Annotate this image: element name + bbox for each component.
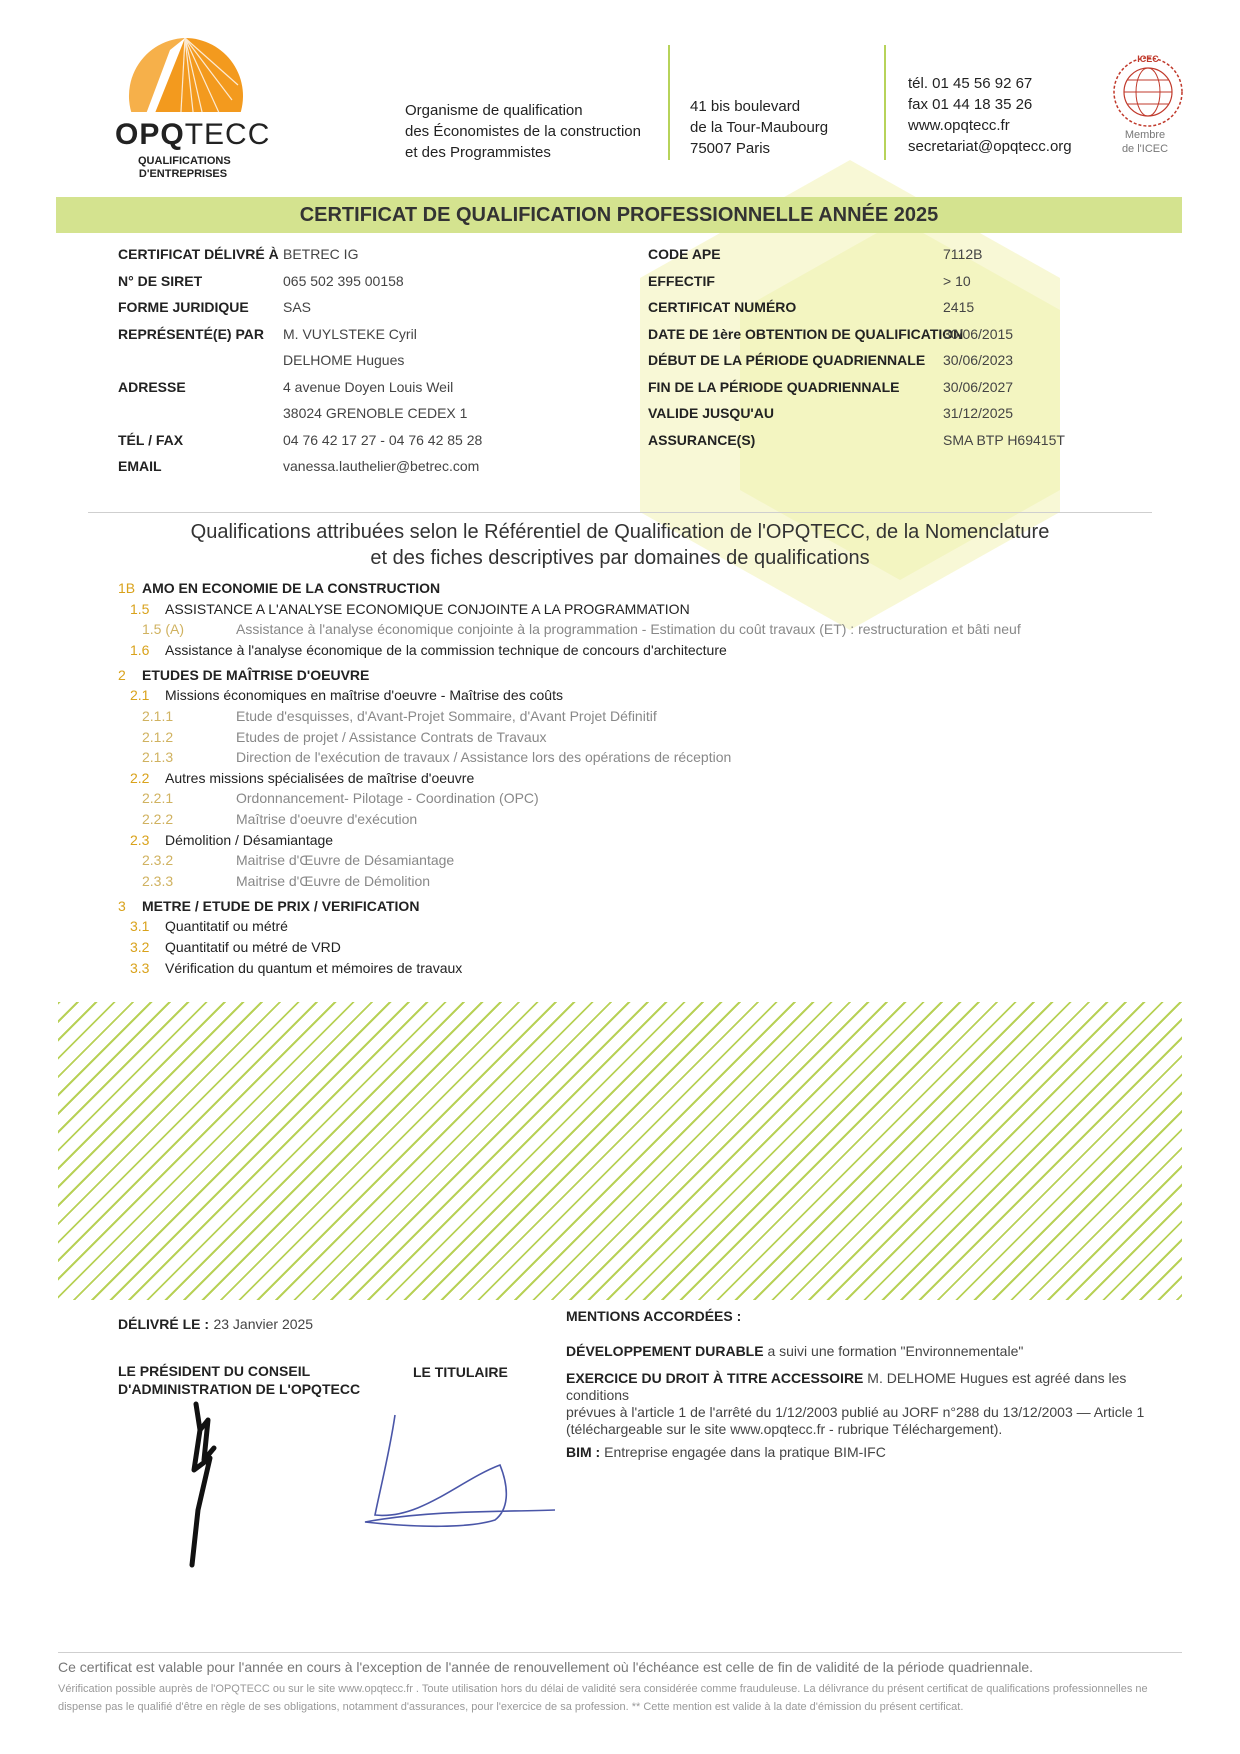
- info-label: ADRESSE: [118, 378, 186, 395]
- organisation-description: Organisme de qualification des Économistes de la construction et des Programmistes: [405, 102, 641, 161]
- info-value: vanessa.lauthelier@betrec.com: [283, 458, 480, 474]
- mention-developpement-durable: DÉVELOPPEMENT DURABLE a suivi une formation "Environnementale": [566, 1343, 1024, 1359]
- info-value: DELHOME Hugues: [283, 352, 405, 368]
- info-value: 38024 GRENOBLE CEDEX 1: [283, 405, 468, 421]
- info-label: DATE DE 1ère OBTENTION DE QUALIFICATION: [648, 325, 964, 342]
- qualification-number: 3.3: [130, 959, 150, 976]
- qualification-label: Quantitatif ou métré de VRD: [165, 939, 341, 955]
- qualification-number: 3.1: [130, 918, 150, 935]
- fax-number: fax 01 44 18 35 26: [908, 96, 1033, 113]
- qualification-number: 2.2.1: [142, 790, 174, 807]
- section-divider: [88, 512, 1152, 513]
- logo-wordmark: OPQTECC: [115, 118, 271, 151]
- info-label: FORME JURIDIQUE: [118, 299, 249, 315]
- president-signature-icon: [170, 1400, 240, 1570]
- qualification-label: AMO EN ECONOMIE DE LA CONSTRUCTION: [142, 580, 441, 596]
- info-label: TÉL / FAX: [118, 431, 184, 448]
- qualifications-heading: Qualifications attribuées selon le Référentiel de Qualification de l'OPQTECC, de la Nomenclature et des fiches descriptives par domaines de qualifications: [190, 521, 1050, 569]
- footer-divider: [58, 1652, 1182, 1653]
- qualification-number: 2: [118, 666, 126, 683]
- mentions-heading: MENTIONS ACCORDÉES :: [566, 1308, 742, 1324]
- info-label: FIN DE LA PÉRIODE QUADRIENNALE: [648, 378, 900, 395]
- qualification-number: 2.3.3: [142, 872, 174, 889]
- qualification-number: 1.6: [130, 641, 150, 658]
- footer-legal-note: Vérification possible auprès de l'OPQTECC ou sur le site www.opqtecc.fr . Toute utilisation hors du délai de validité sera considérée comme frauduleuse. La délivrance du présent certificat de qualifications professionnelles ne dispense pas le qualifié d'être en règle de ses obligations, notamment d'assurances, pour l'exercice de sa profession. ** Cette mention est valide à la date d'émission du présent certificat.: [58, 1683, 1148, 1713]
- mention-bim: BIM : Entreprise engagée dans la pratique BIM-IFC: [566, 1444, 886, 1460]
- info-value: SMA BTP H69415T: [943, 431, 1065, 448]
- qualification-label: METRE / ETUDE DE PRIX / VERIFICATION: [142, 897, 420, 914]
- info-label: CERTIFICAT NUMÉRO: [648, 299, 797, 315]
- info-value: 30/06/2015: [943, 325, 1014, 342]
- mentions-list: [566, 1343, 1176, 1461]
- hatched-unused-area: [58, 1002, 1182, 1300]
- email-link[interactable]: secretariat@opqtecc.org: [908, 138, 1072, 155]
- info-value: 04 76 42 17 27 - 04 76 42 85 28: [283, 431, 483, 448]
- footer-validity-note: Ce certificat est valable pour l'année en cours à l'exception de l'année de renouvellement où l'échéance est celle de fin de validité de la période quadriennale.: [58, 1659, 1033, 1675]
- info-value: SAS: [283, 299, 312, 315]
- qualification-label: Ordonnancement- Pilotage - Coordination (OPC): [236, 790, 539, 807]
- phone-number: tél. 01 45 56 92 67: [908, 75, 1033, 92]
- qualification-label: Autres missions spécialisées de maîtrise d'oeuvre: [165, 769, 475, 786]
- info-value: M. VUYLSTEKE Cyril: [283, 325, 417, 342]
- qualification-number: 1.5 (A): [142, 621, 185, 638]
- qualification-number: 2.2.2: [142, 811, 174, 827]
- info-label: CODE APE: [648, 246, 721, 262]
- qualification-label: Assistance à l'analyse économique conjointe à la programmation - Estimation du coût travaux (ET) : restructuration et bâti neuf: [236, 621, 1021, 638]
- icec-caption: Membre de l'ICEC: [1121, 129, 1169, 155]
- info-value: 31/12/2025: [943, 405, 1014, 421]
- info-value: BETREC IG: [283, 246, 359, 262]
- info-label: N° DE SIRET: [118, 272, 203, 289]
- qualification-label: Maitrise d'Œuvre de Démolition: [236, 872, 431, 889]
- qualification-number: 2.1.2: [142, 728, 174, 745]
- delivery-date: DÉLIVRÉ LE : 23 Janvier 2025: [118, 1316, 314, 1332]
- qualification-label: ASSISTANCE A L'ANALYSE ECONOMIQUE CONJOINTE A LA PROGRAMMATION: [165, 600, 690, 617]
- qualification-number: 2.1.1: [142, 708, 174, 724]
- qualification-label: Etude d'esquisses, d'Avant-Projet Sommaire, d'Avant Projet Définitif: [236, 708, 657, 724]
- info-label: REPRÉSENTÉ(E) PAR: [118, 325, 264, 342]
- mention-exercice-droit: EXERCICE DU DROIT À TITRE ACCESSOIRE M. DELHOME Hugues est agréé dans les conditions prévues à l'article 1 de l'arrêté du 1/12/2003 publié au JORF n°288 du 13/12/2003 — Article 1 (téléchargeable sur le site www.opqtecc.fr - rubrique Téléchargement).: [566, 1370, 1145, 1437]
- titulaire-title: LE TITULAIRE: [413, 1364, 508, 1380]
- info-value: 2415: [943, 299, 975, 315]
- qualification-number: 2.3.2: [142, 852, 174, 869]
- contact-info: [908, 73, 1072, 157]
- info-label: EMAIL: [118, 458, 162, 474]
- qualification-number: 3.2: [130, 939, 150, 955]
- qualification-label: Etudes de projet / Assistance Contrats de Travaux: [236, 728, 547, 745]
- info-label: VALIDE JUSQU'AU: [648, 405, 774, 421]
- titulaire-signature-icon: [360, 1410, 560, 1540]
- info-label: DÉBUT DE LA PÉRIODE QUADRIENNALE: [648, 352, 926, 368]
- qualification-number: 2.1: [130, 687, 150, 704]
- info-value: 30/06/2027: [943, 378, 1014, 395]
- info-value: 065 502 395 00158: [283, 272, 404, 289]
- info-label: CERTIFICAT DÉLIVRÉ À: [118, 246, 279, 262]
- qualification-label: Maîtrise d'oeuvre d'exécution: [236, 811, 418, 827]
- qualification-number: 3: [118, 897, 126, 914]
- qualification-number: 2.3: [130, 831, 150, 848]
- president-title: LE PRÉSIDENT DU CONSEIL D'ADMINISTRATION DE L'OPQTECC: [118, 1363, 361, 1397]
- logo-subtitle: QUALIFICATIONS D'ENTREPRISES: [138, 155, 231, 180]
- icec-seal-icon: [1108, 52, 1188, 132]
- qualification-number: 1.5: [130, 600, 150, 617]
- info-value: 30/06/2023: [943, 352, 1014, 368]
- qualification-label: Vérification du quantum et mémoires de travaux: [165, 959, 463, 976]
- header-divider: [668, 45, 670, 160]
- info-label: EFFECTIF: [648, 272, 715, 289]
- qualification-label: Démolition / Désamiantage: [165, 831, 334, 848]
- info-value: > 10: [943, 272, 971, 289]
- qualification-label: Maitrise d'Œuvre de Désamiantage: [236, 852, 455, 869]
- icec-seal-text: ICEC: [1137, 54, 1159, 64]
- info-label: ASSURANCE(S): [648, 431, 756, 448]
- postal-address: 41 bis boulevard de la Tour-Maubourg 75007 Paris: [690, 98, 829, 157]
- certificate-title: CERTIFICAT DE QUALIFICATION PROFESSIONNELLE ANNÉE 2025: [299, 204, 939, 226]
- website-link[interactable]: www.opqtecc.fr: [908, 117, 1010, 134]
- qualification-number: 2.2: [130, 769, 150, 786]
- info-value: 7112B: [943, 246, 983, 262]
- header-divider: [884, 45, 886, 160]
- qualification-label: ETUDES DE MAÎTRISE D'OEUVRE: [142, 666, 370, 683]
- qualification-label: Quantitatif ou métré: [165, 918, 288, 935]
- qualification-number: 2.1.3: [142, 749, 174, 766]
- qualification-number: 1B: [118, 580, 136, 596]
- qualification-label: Assistance à l'analyse économique de la commission technique de concours d'architecture: [165, 641, 727, 658]
- qualification-label: Missions économiques en maîtrise d'oeuvre - Maîtrise des coûts: [165, 687, 563, 704]
- qualification-label: Direction de l'exécution de travaux / Assistance lors des opérations de réception: [236, 749, 732, 766]
- info-value: 4 avenue Doyen Louis Weil: [283, 378, 454, 395]
